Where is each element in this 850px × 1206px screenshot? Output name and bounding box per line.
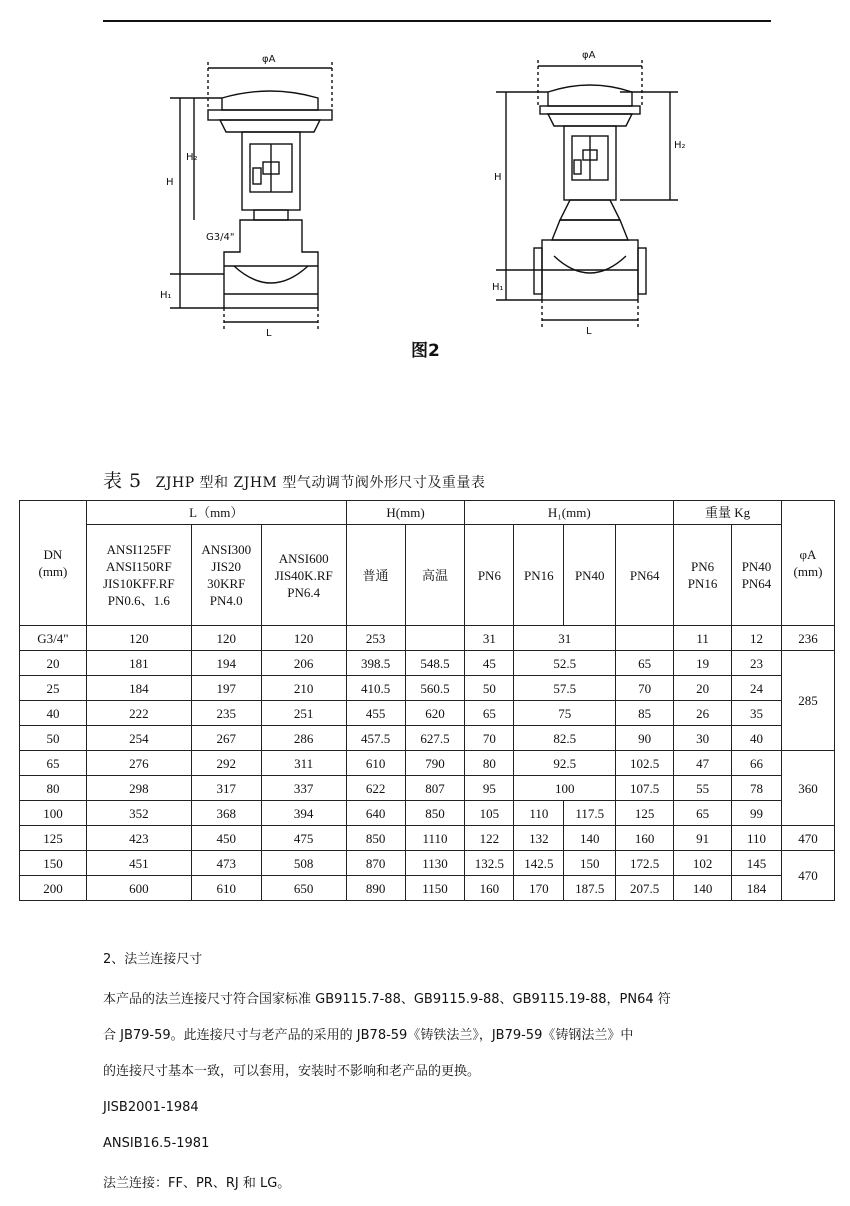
cell-l1: 423 [86, 826, 191, 851]
cell-w1: 65 [674, 801, 732, 826]
header-h-high: 高温 [405, 525, 465, 626]
cell-pn64: 70 [616, 676, 674, 701]
cell-w2: 24 [732, 676, 782, 701]
cell-pn64: 207.5 [616, 876, 674, 901]
paragraph-line-2: 合 JB79-59。此连接尺寸与老产品的采用的 JB78-59《铸铁法兰》，JB79-59《铸钢法兰》中 [103, 1028, 634, 1043]
cell-pn40: 117.5 [564, 801, 616, 826]
header-phia: φA (mm) [781, 501, 834, 626]
cell-dn: 80 [20, 776, 87, 801]
header-h1-group: H₁(mm) [465, 501, 674, 525]
cell-h-normal: 850 [346, 826, 405, 851]
section-heading: 2、法兰连接尺寸 [103, 952, 203, 967]
left-port-label: G3/4" [206, 232, 235, 243]
cell-l2: 292 [191, 751, 261, 776]
table-title [103, 466, 485, 493]
table-row [20, 651, 835, 676]
cell-l2: 473 [191, 851, 261, 876]
header-weight-2: PN40 PN64 [732, 525, 782, 626]
header-l-col-3: ANSI600 JIS40K.RF PN6.4 [261, 525, 346, 626]
table-title-text: ZJHP 型和 ZJHM 型气动调节阀外形尺寸及重量表 [155, 475, 486, 491]
cell-l1: 298 [86, 776, 191, 801]
cell-pn16-40: 31 [514, 626, 616, 651]
cell-h-high: 1130 [405, 851, 465, 876]
cell-l3: 286 [261, 726, 346, 751]
header-h-group: H(mm) [346, 501, 465, 525]
cell-l3: 508 [261, 851, 346, 876]
cell-dn: 40 [20, 701, 87, 726]
cell-h-high: 1110 [405, 826, 465, 851]
cell-pn6: 45 [465, 651, 514, 676]
cell-l2: 194 [191, 651, 261, 676]
cell-dn: 65 [20, 751, 87, 776]
cell-dn: 25 [20, 676, 87, 701]
header-pn64: PN64 [616, 525, 674, 626]
left-valve-drawing [160, 54, 332, 339]
cell-h-normal: 410.5 [346, 676, 405, 701]
cell-l2: 235 [191, 701, 261, 726]
table-row [20, 701, 835, 726]
cell-l1: 352 [86, 801, 191, 826]
cell-l3: 337 [261, 776, 346, 801]
cell-pn64 [616, 626, 674, 651]
cell-w1: 26 [674, 701, 732, 726]
cell-w2: 40 [732, 726, 782, 751]
cell-h-normal: 610 [346, 751, 405, 776]
cell-w1: 19 [674, 651, 732, 676]
cell-h-normal: 455 [346, 701, 405, 726]
cell-pn16-40: 100 [514, 776, 616, 801]
table-row [20, 876, 835, 901]
flange-types: 法兰连接：FF、PR、RJ 和 LG。 [103, 1176, 291, 1191]
cell-pn6: 132.5 [465, 851, 514, 876]
cell-l1: 120 [86, 626, 191, 651]
dimension-weight-table [19, 500, 835, 901]
cell-pn64: 65 [616, 651, 674, 676]
cell-pn40: 150 [564, 851, 616, 876]
table-row [20, 801, 835, 826]
cell-w2: 78 [732, 776, 782, 801]
cell-h-normal: 640 [346, 801, 405, 826]
cell-l2: 267 [191, 726, 261, 751]
header-dn: DN (mm) [20, 501, 87, 626]
cell-w1: 20 [674, 676, 732, 701]
right-dim-l: L [586, 326, 592, 337]
cell-pn6: 160 [465, 876, 514, 901]
paragraph-line-1: 本产品的法兰连接尺寸符合国家标准 GB9115.7-88、GB9115.9-88、GB9115.19-88，PN64 符 [103, 992, 671, 1007]
cell-h-high: 548.5 [405, 651, 465, 676]
cell-w1: 11 [674, 626, 732, 651]
header-row-1 [20, 501, 835, 525]
cell-phia: 470 [781, 826, 834, 851]
header-pn6: PN6 [465, 525, 514, 626]
cell-dn: 125 [20, 826, 87, 851]
left-dim-h: H [166, 177, 174, 188]
cell-dn: G3/4" [20, 626, 87, 651]
cell-h-high: 1150 [405, 876, 465, 901]
cell-dn: 50 [20, 726, 87, 751]
header-h-normal: 普通 [346, 525, 405, 626]
cell-l3: 206 [261, 651, 346, 676]
cell-h-high: 627.5 [405, 726, 465, 751]
cell-l3: 251 [261, 701, 346, 726]
cell-pn64: 107.5 [616, 776, 674, 801]
cell-phia-merged: 360 [781, 751, 834, 826]
table-row [20, 776, 835, 801]
header-row-2 [20, 525, 835, 626]
cell-pn6: 70 [465, 726, 514, 751]
cell-pn40: 187.5 [564, 876, 616, 901]
cell-pn6: 31 [465, 626, 514, 651]
cell-h-normal: 890 [346, 876, 405, 901]
right-dim-h1: H₁ [492, 282, 504, 293]
cell-pn6: 65 [465, 701, 514, 726]
cell-l3: 120 [261, 626, 346, 651]
figure-caption: 图2 [411, 341, 440, 361]
cell-l1: 600 [86, 876, 191, 901]
right-dim-h2: H₂ [674, 140, 686, 151]
header-weight-group: 重量 Kg [674, 501, 782, 525]
cell-w2: 35 [732, 701, 782, 726]
left-dim-a: φA [262, 54, 276, 65]
left-dim-l: L [266, 328, 272, 339]
right-dim-h: H [494, 172, 502, 183]
cell-h-high: 850 [405, 801, 465, 826]
cell-h-high: 620 [405, 701, 465, 726]
cell-dn: 200 [20, 876, 87, 901]
left-dim-h2: H₂ [186, 152, 198, 163]
cell-pn6: 105 [465, 801, 514, 826]
cell-w2: 99 [732, 801, 782, 826]
cell-w2: 145 [732, 851, 782, 876]
cell-pn64: 90 [616, 726, 674, 751]
cell-l1: 222 [86, 701, 191, 726]
cell-pn6: 122 [465, 826, 514, 851]
cell-pn6: 50 [465, 676, 514, 701]
cell-w2: 110 [732, 826, 782, 851]
cell-pn64: 85 [616, 701, 674, 726]
table-number: 表 5 [103, 470, 142, 492]
table-row [20, 626, 835, 651]
cell-pn16-40: 75 [514, 701, 616, 726]
left-dim-h1: H₁ [160, 290, 172, 301]
cell-l2: 120 [191, 626, 261, 651]
cell-pn64: 102.5 [616, 751, 674, 776]
cell-pn16-40: 57.5 [514, 676, 616, 701]
cell-w1: 30 [674, 726, 732, 751]
cell-l1: 276 [86, 751, 191, 776]
table-row [20, 751, 835, 776]
cell-pn16: 170 [514, 876, 564, 901]
valve-drawings [150, 40, 710, 340]
header-l-col-1: ANSI125FF ANSI150RF JIS10KFF.RF PN0.6、1.6 [86, 525, 191, 626]
cell-pn64: 172.5 [616, 851, 674, 876]
cell-pn16-40: 92.5 [514, 751, 616, 776]
cell-h-high: 790 [405, 751, 465, 776]
cell-phia-merged: 285 [781, 651, 834, 751]
cell-l3: 394 [261, 801, 346, 826]
cell-pn16: 132 [514, 826, 564, 851]
cell-l2: 197 [191, 676, 261, 701]
cell-pn6: 95 [465, 776, 514, 801]
cell-h-high [405, 626, 465, 651]
cell-pn6: 80 [465, 751, 514, 776]
cell-pn16-40: 82.5 [514, 726, 616, 751]
cell-pn16: 110 [514, 801, 564, 826]
cell-w1: 55 [674, 776, 732, 801]
cell-w1: 47 [674, 751, 732, 776]
standard-ansi: ANSIB16.5-1981 [103, 1136, 210, 1151]
standard-jis: JISB2001-1984 [103, 1100, 199, 1115]
cell-l3: 650 [261, 876, 346, 901]
cell-l1: 184 [86, 676, 191, 701]
cell-h-normal: 398.5 [346, 651, 405, 676]
cell-dn: 20 [20, 651, 87, 676]
cell-w2: 184 [732, 876, 782, 901]
cell-h-normal: 457.5 [346, 726, 405, 751]
table-row [20, 826, 835, 851]
header-l-group: L（mm） [86, 501, 346, 525]
table-row [20, 726, 835, 751]
header-pn40: PN40 [564, 525, 616, 626]
cell-w2: 66 [732, 751, 782, 776]
cell-l3: 475 [261, 826, 346, 851]
cell-l2: 610 [191, 876, 261, 901]
cell-w2: 23 [732, 651, 782, 676]
cell-w1: 91 [674, 826, 732, 851]
cell-l2: 368 [191, 801, 261, 826]
cell-l1: 451 [86, 851, 191, 876]
cell-w2: 12 [732, 626, 782, 651]
header-weight-1: PN6 PN16 [674, 525, 732, 626]
cell-l1: 254 [86, 726, 191, 751]
cell-h-normal: 253 [346, 626, 405, 651]
table-row [20, 676, 835, 701]
cell-phia: 236 [781, 626, 834, 651]
cell-h-normal: 870 [346, 851, 405, 876]
cell-l2: 450 [191, 826, 261, 851]
cell-dn: 150 [20, 851, 87, 876]
cell-h-high: 807 [405, 776, 465, 801]
header-l-col-2: ANSI300 JIS20 30KRF PN4.0 [191, 525, 261, 626]
cell-w1: 102 [674, 851, 732, 876]
right-dim-a: φA [582, 50, 596, 61]
cell-h-high: 560.5 [405, 676, 465, 701]
cell-w1: 140 [674, 876, 732, 901]
cell-l2: 317 [191, 776, 261, 801]
cell-pn40: 140 [564, 826, 616, 851]
cell-phia-merged: 470 [781, 851, 834, 901]
cell-l3: 311 [261, 751, 346, 776]
cell-l1: 181 [86, 651, 191, 676]
paragraph-line-3: 的连接尺寸基本一致，可以套用，安装时不影响和老产品的更换。 [103, 1064, 481, 1079]
cell-pn16-40: 52.5 [514, 651, 616, 676]
cell-pn16: 142.5 [514, 851, 564, 876]
header-pn16: PN16 [514, 525, 564, 626]
right-valve-drawing [492, 50, 686, 337]
table-row [20, 851, 835, 876]
cell-pn64: 160 [616, 826, 674, 851]
top-rule [103, 20, 771, 22]
cell-l3: 210 [261, 676, 346, 701]
cell-pn64: 125 [616, 801, 674, 826]
cell-dn: 100 [20, 801, 87, 826]
cell-h-normal: 622 [346, 776, 405, 801]
